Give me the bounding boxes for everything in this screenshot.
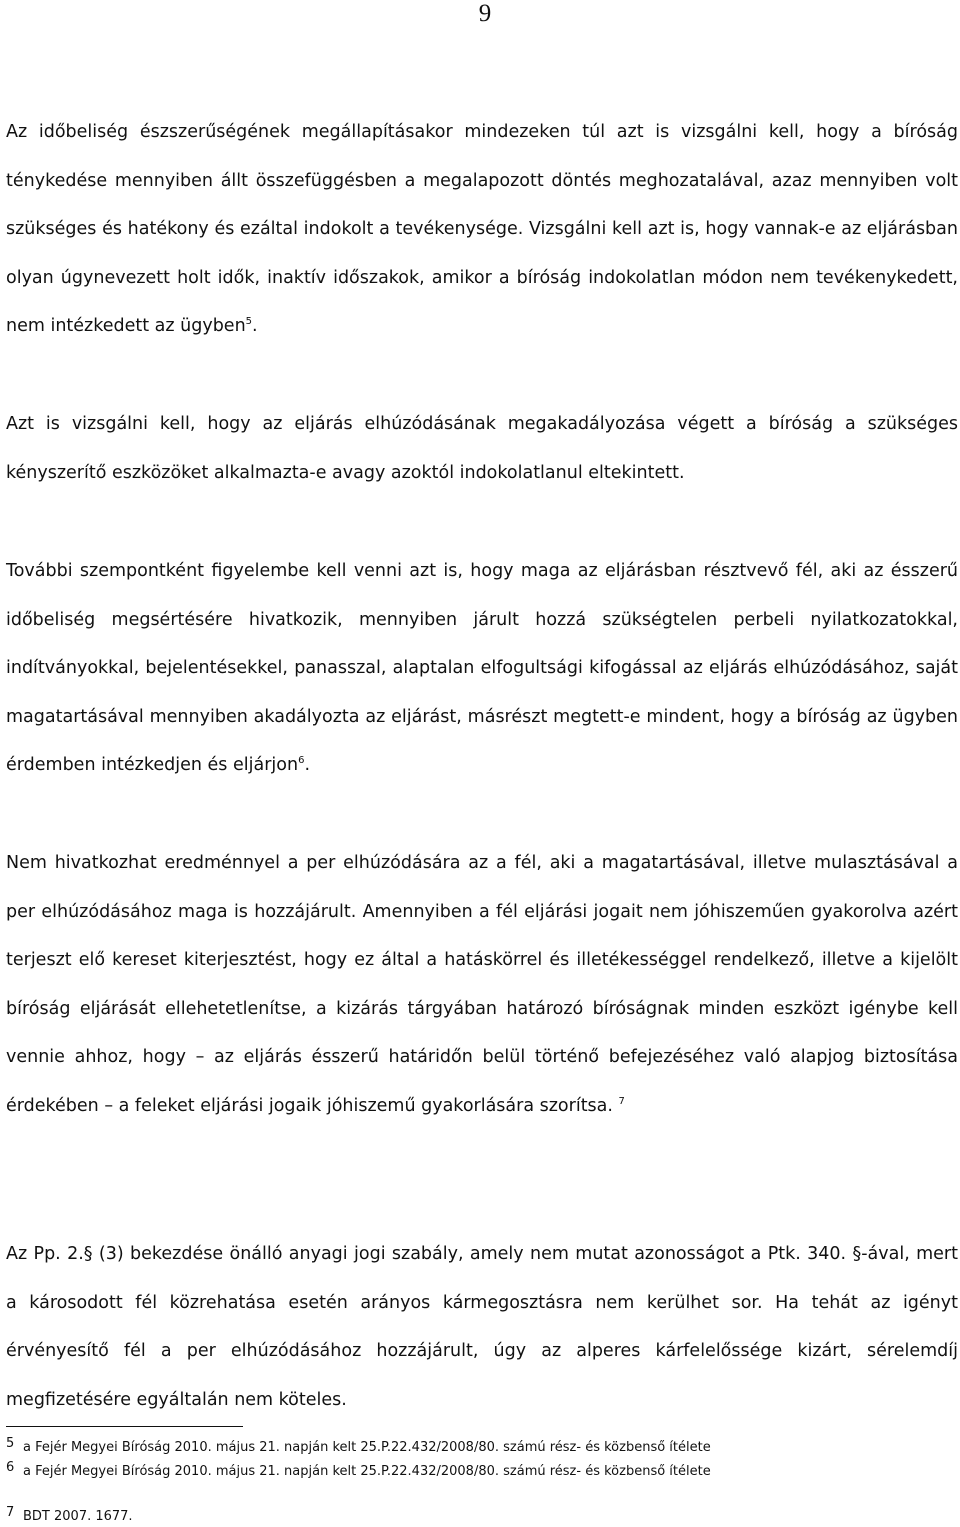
footnote (6, 1436, 711, 1456)
footnote-text: BDT 2007. 1677. (23, 1509, 133, 1524)
paragraph-text: Az Pp. 2.§ (3) bekezdése önálló anyagi jogi szabály, amely nem mutat azonosságot a Ptk. 340. §-ával, mert a károsodott fél közrehatása esetén arányos kármegosztásra nem kerülhet sor. Ha tehát az igényt érvényesítő fél a per elhúzódásához hozzájárult, úgy az alperes kárfelelőssége kizárt, sérelemdíj megfizetésére egyáltalán nem köteles. (6, 1244, 958, 1410)
paragraph-trailing-punctuation: . (304, 755, 311, 776)
paragraph-good-faith (6, 839, 958, 1131)
footnote (6, 1505, 133, 1525)
page-number: 9 (478, 0, 492, 27)
paragraph-pp-rule (6, 1230, 958, 1424)
footnote-number: 6 (6, 1460, 15, 1475)
footnote-ref[interactable]: 7 (618, 1095, 625, 1107)
footnote-text: a Fejér Megyei Bíróság 2010. május 21. napján kelt 25.P.22.432/2008/80. számú rész- és közbenső ítélete (23, 1464, 711, 1479)
paragraph-party-conduct (6, 547, 958, 790)
footnote-ref[interactable]: 6 (298, 755, 305, 767)
footnote (6, 1460, 711, 1480)
paragraph-text: További szempontként figyelembe kell venni azt is, hogy maga az eljárásban résztvevő fél, aki az ésszerű időbeliség megsértésére hivatkozik, mennyiben járult hozzá szükségtelen perbeli nyilatkozatokkal, indítványokkal, bejelentésekkel, panasszal, alaptalan elfogultsági kifogással az eljárás elhúzódásához, saját magatartásával mennyiben akadályozta az eljárást, másrészt megtett-e mindent, hogy a bíróság az ügyben érdemben intézkedjen és eljárjon (6, 561, 958, 776)
paragraph-coercive-measures (6, 400, 958, 497)
footnote-text: a Fejér Megyei Bíróság 2010. május 21. napján kelt 25.P.22.432/2008/80. számú rész- és közbenső ítélete (23, 1440, 711, 1455)
footnote-ref[interactable]: 5 (245, 316, 253, 328)
footnote-number: 7 (6, 1505, 15, 1520)
paragraph-text: Azt is vizsgálni kell, hogy az eljárás elhúzódásának megakadályozása végett a bíróság a szükséges kényszerítő eszközöket alkalmazta-e avagy azoktól indokolatlanul eltekintett. (6, 414, 958, 483)
paragraph-text: Nem hivatkozhat eredménnyel a per elhúzódására az a fél, aki a magatartásával, illetve mulasztásával a per elhúzódásához maga is hozzájárult. Amennyiben a fél eljárási jogait nem jóhiszeműen gyakorolva azért terjeszt elő kereset kiterjesztést, hogy ez által a hatáskörrel és illetékességgel rendelkező, illetve a kijelölt bíróság eljárását ellehetetlenítse, a kizárás tárgyában határozó bíróságnak minden eszközt igénybe kell vennie ahhoz, hogy – az eljárás ésszerű határidőn belül történő befejezéséhez való alapjog biztosítása érdekében – a feleket eljárási jogaik jóhiszemű gyakorlására szorítsa. (6, 853, 958, 1116)
footnote-number: 5 (6, 1436, 15, 1451)
paragraph-reasonable-time (6, 108, 958, 351)
paragraph-trailing-punctuation: . (252, 316, 258, 337)
footnote-separator (6, 1426, 243, 1427)
paragraph-text: Az időbeliség észszerűségének megállapításakor mindezeken túl azt is vizsgálni kell, hogy a bíróság ténykedése mennyiben állt összefüggésben a megalapozott döntés meghozatalával, azaz mennyiben volt szükséges és hatékony és ezáltal indokolt a tevékenysége. Vizsgálni kell azt is, hogy vannak-e az eljárásban olyan úgynevezett holt idők, inaktív időszakok, amikor a bíróság indokolatlan módon nem tevékenykedett, nem intézkedett az ügyben (6, 122, 958, 337)
